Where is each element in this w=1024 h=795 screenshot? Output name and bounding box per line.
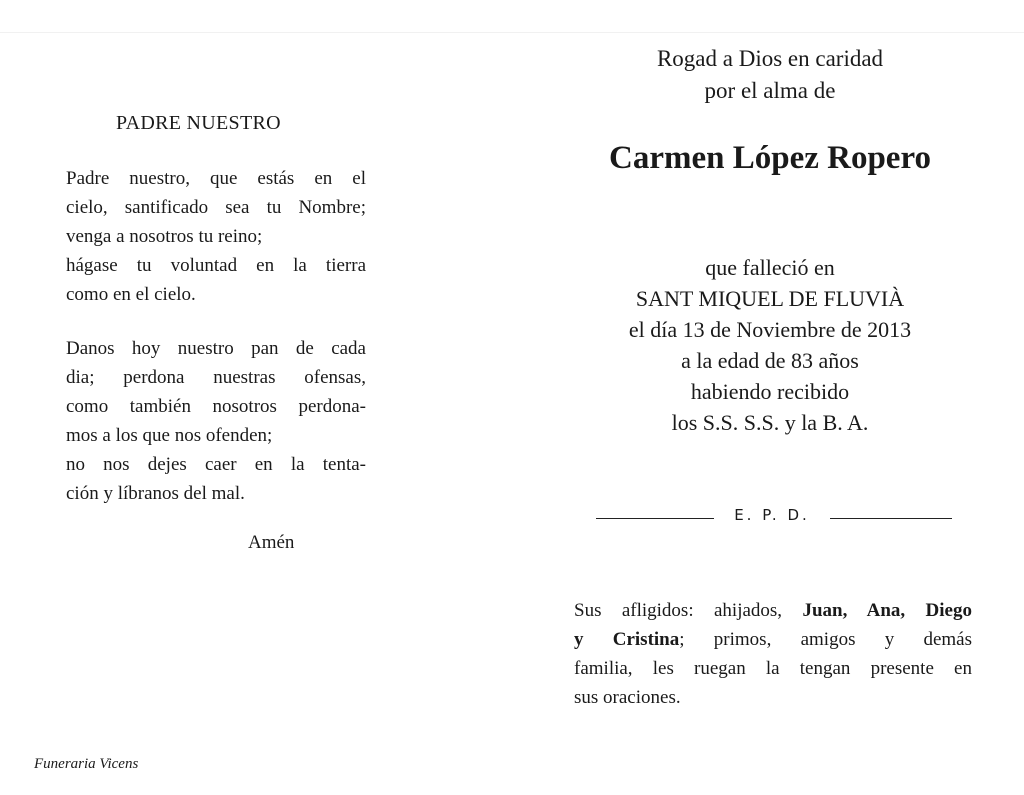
prayer-line: ción y líbranos del mal. [66,483,245,504]
prayer-line: hágase tu voluntad en la tierra [66,255,366,276]
family-message [574,596,972,712]
prayer-line: como en el cielo. [66,284,196,305]
prayer-title: PADRE NUESTRO [116,112,281,134]
family-names: Juan, Ana, Diego [802,600,972,621]
family-names: y Cristina [574,629,680,650]
prayer-line: dia; perdona nuestras ofensas, [66,367,366,388]
death-place: SANT MIQUEL DE FLUVIÀ [635,286,905,311]
epd-text: E. P. D. [734,506,810,524]
divider-left [596,518,714,519]
family-line [574,625,972,654]
intro-line-2: por el alma de [704,78,836,103]
epd-separator [596,506,952,530]
prayer-line: Padre nuestro, que estás en el [66,168,366,189]
funeral-home-credit: Funeraria Vicens [34,756,139,772]
prayer-line: venga a nosotros tu reino; [66,226,263,247]
death-age: a la edad de 83 años [681,348,859,373]
divider-right [830,518,952,519]
death-info [560,252,980,438]
prayer-stanza-2 [66,334,366,508]
intro-line-1: Rogad a Dios en caridad [656,46,884,71]
family-text: ; primos, amigos y demás [679,629,973,650]
family-line [574,596,972,625]
prayer-line: no nos dejes caer en la tenta- [66,454,366,475]
family-line: sus oraciones. [574,687,681,708]
prayer-line: cielo, santificado sea tu Nombre; [66,197,366,218]
family-text: Sus afligidos: ahijados, [574,600,803,621]
death-info-line: habiendo recibido [690,379,850,404]
prayer-line: como también nosotros perdona- [66,396,366,417]
prayer-amen: Amén [248,532,295,553]
deceased-name: Carmen López Ropero [608,140,931,176]
prayer-line: mos a los que nos ofenden; [66,425,273,446]
family-line: familia, les ruegan la tengan presente en [574,658,972,679]
death-date: el día 13 de Noviembre de 2013 [628,317,912,342]
death-info-line: que falleció en [705,255,835,280]
death-info-line: los S.S. S.S. y la B. A. [671,410,869,435]
top-edge-rule [0,32,1024,33]
prayer-line: Danos hoy nuestro pan de cada [66,338,366,359]
prayer-stanza-1 [66,164,366,309]
